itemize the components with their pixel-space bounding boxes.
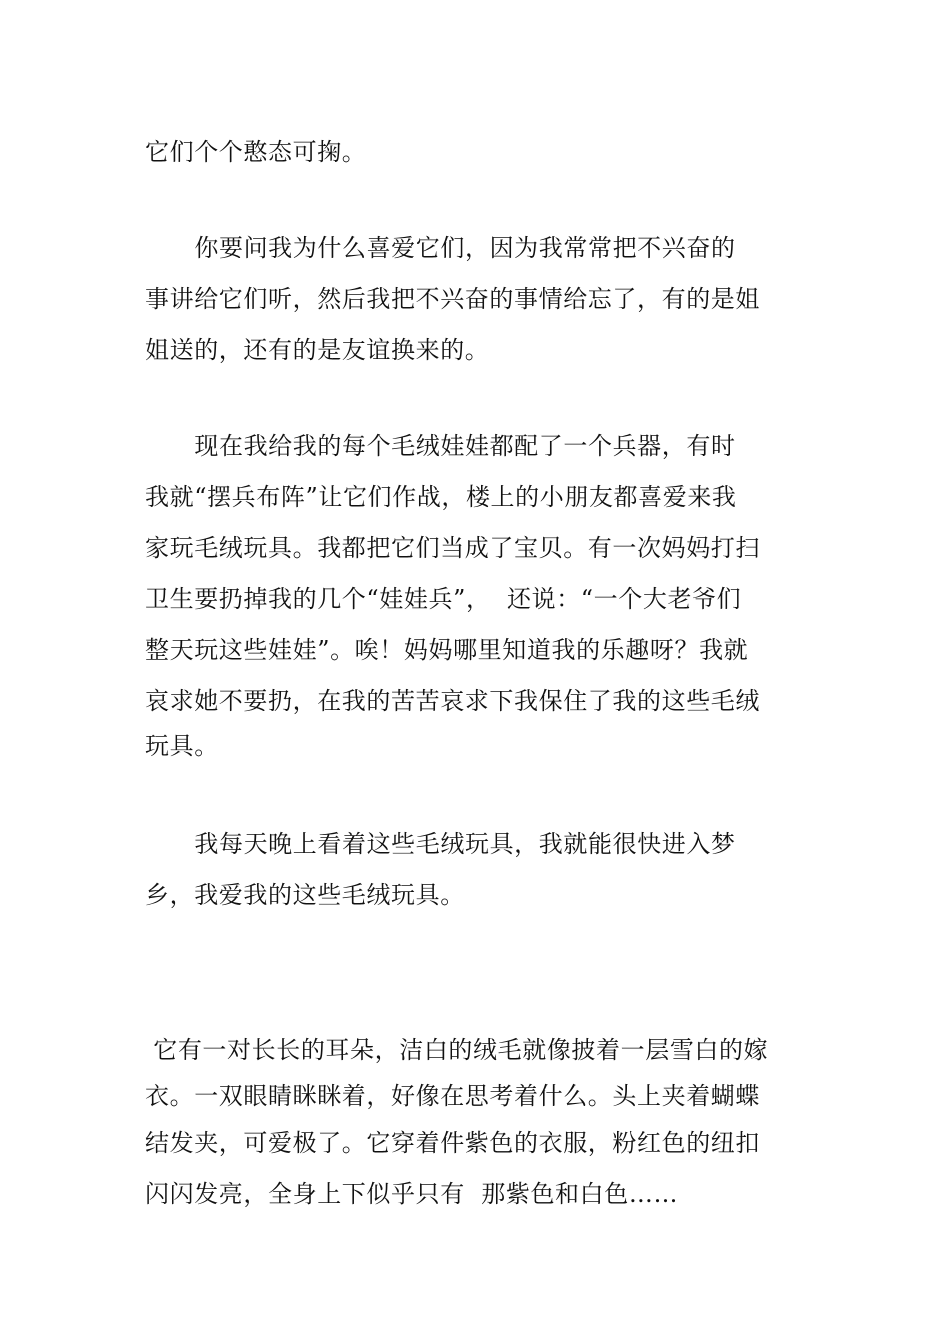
paragraph-1-line-1: 它们个个憨态可掬。 <box>145 138 367 166</box>
paragraph-3-line-4: 卫生要扔掉我的几个“娃娃兵”， 还说：“一个大老爷们 <box>145 585 742 613</box>
paragraph-2-line-2: 事讲给它们听，然后我把不兴奋的事情给忘了，有的是姐 <box>145 285 760 313</box>
paragraph-2-line-1: 你要问我为什么喜爱它们，因为我常常把不兴奋的 <box>145 234 736 262</box>
paragraph-3-line-6: 哀求她不要扔，在我的苦苦哀求下我保住了我的这些毛绒 <box>145 687 760 715</box>
paragraph-3-line-7: 玩具。 <box>145 732 219 760</box>
paragraph-3-line-1: 现在我给我的每个毛绒娃娃都配了一个兵器，有时 <box>145 432 736 460</box>
paragraph-5-line-1: 它有一对长长的耳朵，洁白的绒毛就像披着一层雪白的嫁 <box>145 1036 769 1064</box>
paragraph-3-line-5: 整天玩这些娃娃”。唉！妈妈哪里知道我的乐趣呀？我就 <box>145 636 749 664</box>
paragraph-4-line-2: 乡，我爱我的这些毛绒玩具。 <box>145 881 465 909</box>
paragraph-5-line-4: 闪闪发亮，全身上下似乎只有 那紫色和白色…… <box>145 1180 679 1208</box>
paragraph-3-line-2: 我就“摆兵布阵”让它们作战，楼上的小朋友都喜爱来我 <box>145 483 737 511</box>
paragraph-5-line-3: 结发夹，可爱极了。它穿着件紫色的衣服，粉红色的纽扣 <box>145 1129 760 1157</box>
paragraph-2-line-3: 姐送的，还有的是友谊换来的。 <box>145 336 490 364</box>
paragraph-4-line-1: 我每天晚上看着这些毛绒玩具，我就能很快进入梦 <box>145 830 736 858</box>
paragraph-3-line-3: 家玩毛绒玩具。我都把它们当成了宝贝。有一次妈妈打扫 <box>145 534 760 562</box>
paragraph-5-line-2: 衣。一双眼睛眯眯着，好像在思考着什么。头上夹着蝴蝶 <box>145 1082 760 1110</box>
